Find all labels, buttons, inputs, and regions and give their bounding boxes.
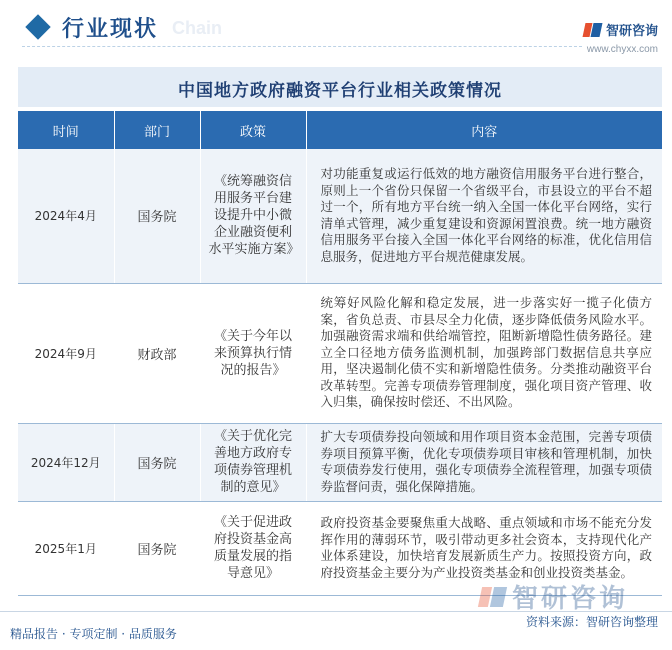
brand-name: 智研咨询 [605,24,658,39]
policy-table [18,111,662,596]
cell-policy: 《关于促进政府投资基金高质量发展的指导意见》 [200,501,306,595]
section-title: 行业现状 [62,17,159,42]
column-header-time: 时间 [18,111,114,149]
brand-logo-icon [584,23,602,37]
cell-policy: 《统筹融资信用服务平台建设提升中小微企业融资便利水平实施方案》 [200,149,306,283]
footer-slogan: 精品报告 · 专项定制 · 品质服务 [10,627,177,641]
header-watermark: Chain [172,18,223,38]
column-header-department: 部门 [114,111,200,149]
data-source: 资料来源：智研咨询整理 [525,615,658,629]
footer-watermark [480,578,628,615]
cell-department: 国务院 [114,423,200,501]
footer-watermark-text: 智研咨询 [512,584,629,614]
header-divider [22,46,582,47]
section-diamond-icon [25,14,50,39]
page-header [0,0,672,56]
cell-policy: 《关于今年以来预算执行情况的报告》 [200,283,306,423]
cell-time: 2024年9月 [18,283,114,423]
table-row [18,149,662,283]
cell-policy: 《关于优化完善地方政府专项债券管理机制的意见》 [200,423,306,501]
cell-time: 2024年4月 [18,149,114,283]
table-title: 中国地方政府融资平台行业相关政策情况 [178,81,502,101]
cell-content: 政府投资基金要聚焦重大战略、重点领域和市场不能充分发挥作用的薄弱环节，吸引带动更多社会资本，支持现代化产业体系建设，加快培育发展新质生产力。按照投资方向，政府投资基金主要分为产业投资类基金和创业投资类基金。 [306,501,662,595]
table-header-row [18,111,662,149]
cell-content: 对功能重复或运行低效的地方融资信用服务平台进行整合，原则上一个省份只保留一个省级平台，市县设立的平台不超过一个，所有地方平台统一纳入全国一体化平台网络，实行清单式管理，减少重复建设和资源闲置浪费。统一地方融资信用服务平台接入全国一体化平台网络的标准，优化信用信息服务，促进地方平台规范健康发展。 [306,149,662,283]
table-title-band [18,65,662,107]
table-row [18,423,662,501]
table-row [18,283,662,423]
footer-divider [0,611,672,612]
site-url: www.chyxx.com [586,44,658,55]
column-header-content: 内容 [306,111,662,149]
cell-department: 国务院 [114,149,200,283]
cell-time: 2024年12月 [18,423,114,501]
cell-time: 2025年1月 [18,501,114,595]
cell-content: 扩大专项债券投向领域和用作项目资本金范围，完善专项债券项目预算平衡，优化专项债券项目审核和管理机制，加快专项债券发行使用，强化专项债券全流程管理，加强专项债券监督问责，强化保障措施。 [306,423,662,501]
column-header-policy: 政策 [200,111,306,149]
cell-content: 统筹好风险化解和稳定发展，进一步落实好一揽子化债方案，省负总责、市县尽全力化债，逐步降低债务风险水平。加强融资需求端和供给端管控，阻断新增隐性债务路径。建立全口径地方债务监测机制，加强跨部门数据信息共享应用，坚决遏制化债不实和新增隐性债务。分类推动融资平台改革转型。完善专项债券管理制度，强化项目资产管理、收入归集，确保按时偿还、不出风险。 [306,283,662,423]
footer-logo-icon [480,587,506,607]
brand-logo [584,20,658,39]
cell-department: 国务院 [114,501,200,595]
cell-department: 财政部 [114,283,200,423]
